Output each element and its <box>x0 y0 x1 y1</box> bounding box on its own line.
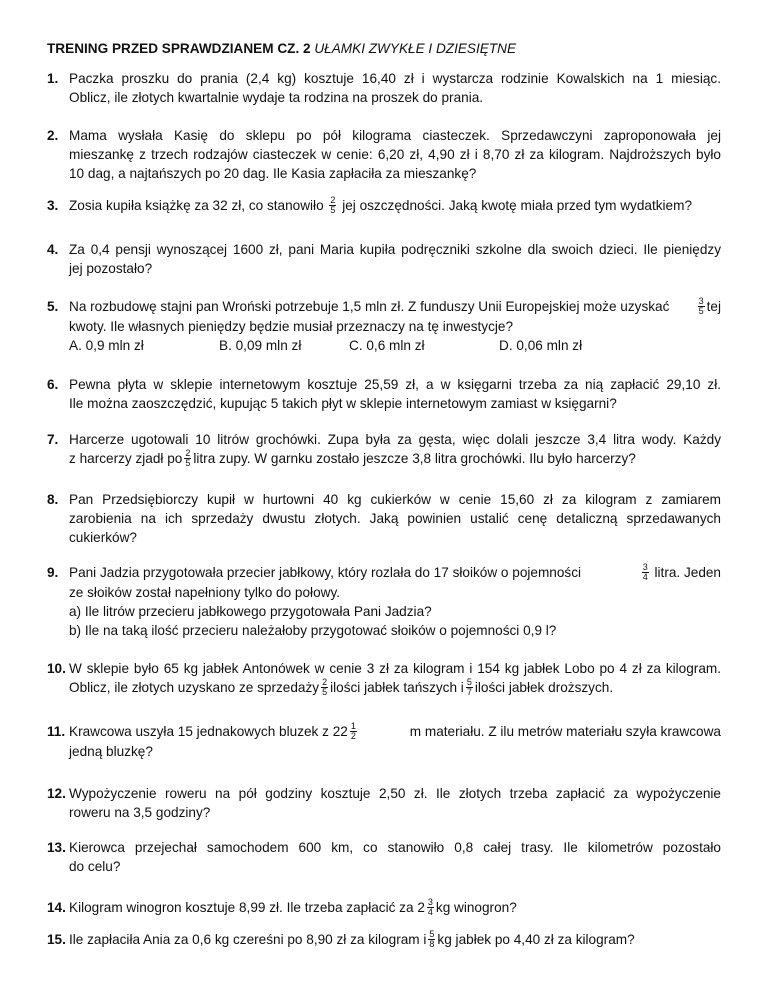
question-number: 10. <box>47 661 66 676</box>
fraction <box>642 563 649 582</box>
question-text: 10 dag, a najtańszych po 20 dag. Ile Kasia zapłaciła za mieszankę? <box>69 166 477 181</box>
text-segment: jej oszczędności. Jaką kwotę miała przed tym wydatkiem? <box>342 198 693 213</box>
fraction <box>321 678 328 697</box>
text-segment: Kilogram winogron kosztuje 8,99 zł. Ile trzeba zapłacić za 2 <box>69 900 425 915</box>
question-text: jej pozostało? <box>69 261 153 276</box>
fraction <box>698 297 705 316</box>
question-text <box>69 678 721 698</box>
question-6 <box>47 375 721 413</box>
text-segment: tej <box>706 299 721 314</box>
question-text: Ile można zaoszczędzić, kupując 5 takich płyt w sklepie internetowym zamiast w księgarni? <box>69 396 617 411</box>
question-1 <box>47 69 721 107</box>
question-number: 9. <box>47 565 59 580</box>
fraction <box>427 898 434 917</box>
numerator: 3 <box>427 896 433 907</box>
question-text: roweru na 3,5 godziny? <box>69 805 211 820</box>
answer-options <box>69 336 721 355</box>
question-2 <box>47 126 721 183</box>
question-text: Pewna płyta w sklepie internetowym kosztuje 25,59 zł, a w księgarni trzeba za nią zapłacić 29,10 zł. <box>69 377 721 392</box>
sub-question-b: b) Ile na taką ilość przecieru należałoby przygotować słoików o pojemności 0,9 l? <box>69 622 557 638</box>
denominator: 4 <box>427 906 433 917</box>
text-segment: litra. Jeden <box>654 565 721 580</box>
text-segment: kg winogron? <box>435 900 517 915</box>
question-text: cukierków? <box>69 530 137 545</box>
fraction <box>329 196 336 215</box>
text-segment: Na rozbudowę stajni pan Wroński potrzebuje 1,5 mln zł. Z funduszy Unii Europejskiej może uzyskać <box>69 299 670 314</box>
denominator: 5 <box>698 305 704 316</box>
numerator: 3 <box>642 561 648 572</box>
question-9 <box>47 563 721 640</box>
denominator: 5 <box>330 204 336 215</box>
numerator: 2 <box>330 194 336 205</box>
text-segment: Pani Jadzia przygotowała przecier jabłkowy, który rozlała do 17 słoików o pojemności <box>69 565 582 580</box>
question-text <box>69 297 721 317</box>
question-number: 8. <box>47 492 59 507</box>
option-c: C. 0,6 mln zł <box>349 337 425 353</box>
question-text <box>69 449 721 469</box>
question-7 <box>47 430 721 469</box>
text-segment: kg jabłek po 4,40 zł za kilogram? <box>437 932 635 947</box>
question-10 <box>47 659 721 698</box>
fraction <box>466 678 473 697</box>
question-11 <box>47 722 721 761</box>
question-number: 1. <box>47 71 59 86</box>
sub-question-a: a) Ile litrów przecieru jabłkowego przygotowała Pani Jadzia? <box>69 603 432 619</box>
question-text: Harcerze ugotowali 10 litrów grochówki. Zupa była za gęsta, więc dolali jeszcze 3,4 litra wody. Każdy <box>69 432 721 447</box>
page-title <box>47 39 727 58</box>
denominator: 7 <box>466 686 472 697</box>
option-b: B. 0,09 mln zł <box>219 337 302 353</box>
fraction <box>350 722 357 741</box>
option-a: A. 0,9 mln zł <box>69 337 144 353</box>
question-text: Za 0,4 pensji wynoszącej 1600 zł, pani Maria kupiła podręczniki szkolne dla swoich dzieci. Ile pieniędzy <box>69 242 721 257</box>
question-text: Wypożyczenie roweru na pół godziny kosztuje 2,50 zł. Ile złotych trzeba zapłacić za wypożyczenie <box>69 786 721 801</box>
text-segment: Oblicz, ile złotych uzyskano ze sprzedaży <box>69 680 320 695</box>
title-bold: TRENING PRZED SPRAWDZIANEM CZ. 2 <box>47 41 311 56</box>
question-number: 2. <box>47 128 59 143</box>
denominator: 8 <box>429 938 435 949</box>
question-text: Oblicz, ile złotych kwartalnie wydaje ta rodzina na proszek do prania. <box>69 90 484 105</box>
question-text <box>69 563 721 583</box>
fraction <box>428 930 435 949</box>
question-number: 5. <box>47 299 59 314</box>
question-3 <box>47 196 721 216</box>
text-segment: litra zupy. W garnku zostało jeszcze 3,8 litra grochówki. Ilu było harcerzy? <box>193 451 636 466</box>
question-text: mieszankę z trzech rodzajów ciasteczek w cenie: 6,20 zł, 4,90 zł i 8,70 zł za kilogram. Najdroższych było <box>69 147 721 162</box>
question-text: zarobienia na ich sprzedaży dwustu złotych. Jaką powinien ustalić cenę detaliczną sprzedawanych <box>69 511 721 526</box>
question-14 <box>47 898 721 918</box>
question-text: Kierowca przejechał samochodem 600 km, co stanowiło 0,8 całej trasy. Ile kilometrów pozostało <box>69 840 721 855</box>
text-segment: ilości jabłek tańszych i <box>330 680 464 695</box>
option-d: D. 0,06 mln zł <box>499 337 583 353</box>
question-13 <box>47 838 721 876</box>
numerator: 1 <box>350 720 356 731</box>
title-italic: UŁAMKI ZWYKŁE I DZIESIĘTNE <box>314 41 517 56</box>
question-text: ze słoików został napełniony tylko do połowy. <box>69 584 341 600</box>
question-text <box>69 196 721 216</box>
question-text: kwoty. Ile własnych pieniędzy będzie musiał przeznaczy na tę inwestycje? <box>69 318 514 334</box>
numerator: 2 <box>322 676 328 687</box>
fraction <box>184 449 191 468</box>
text-segment: Krawcowa uszyła 15 jednakowych bluzek z 22 <box>69 724 348 739</box>
denominator: 2 <box>350 730 356 741</box>
question-4 <box>47 240 721 278</box>
question-number: 3. <box>47 198 59 213</box>
text-segment: Ile zapłaciła Ania za 0,6 kg czereśni po 8,90 zł za kilogram i <box>69 932 427 947</box>
question-number: 11. <box>47 724 66 739</box>
numerator: 2 <box>185 447 191 458</box>
question-12 <box>47 784 721 822</box>
question-text: Pan Przedsiębiorczy kupił w hurtowni 40 kg cukierków w cenie 15,60 zł za kilogram z zamiarem <box>69 492 721 507</box>
question-text: Paczka proszku do prania (2,4 kg) kosztuje 16,40 zł i wystarcza rodzinie Kowalskich na 1 miesiąc. <box>69 71 721 86</box>
numerator: 5 <box>466 676 472 687</box>
question-number: 7. <box>47 432 59 447</box>
text-segment: z harcerzy zjadł po <box>69 451 183 466</box>
denominator: 5 <box>185 457 191 468</box>
question-text: W sklepie było 65 kg jabłek Antonówek w cenie 3 zł za kilogram i 154 kg jabłek Lobo po 4 zł za kilogram. <box>69 661 721 676</box>
question-5 <box>47 297 721 355</box>
question-text: jedną bluzkę? <box>69 743 153 759</box>
denominator: 5 <box>322 686 328 697</box>
text-segment: m materiału. Z ilu metrów materiału szyła krawcowa <box>409 724 721 739</box>
question-text <box>69 898 721 918</box>
question-number: 14. <box>47 900 66 915</box>
question-text <box>69 930 721 950</box>
question-number: 15. <box>47 932 66 947</box>
question-number: 13. <box>47 840 66 855</box>
question-number: 4. <box>47 242 59 257</box>
denominator: 4 <box>642 571 648 582</box>
question-text: Mama wysłała Kasię do sklepu po pół kilograma ciasteczek. Sprzedawczyni zaproponowała jej <box>69 128 721 143</box>
question-15 <box>47 930 721 950</box>
question-text <box>69 722 721 742</box>
question-number: 12. <box>47 786 66 801</box>
text-segment: ilości jabłek droższych. <box>474 680 614 695</box>
text-segment: Zosia kupiła książkę za 32 zł, co stanowiło <box>69 198 324 213</box>
question-8 <box>47 490 721 547</box>
question-number: 6. <box>47 377 59 392</box>
question-text: do celu? <box>69 859 121 874</box>
numerator: 5 <box>429 928 435 939</box>
numerator: 3 <box>698 295 704 306</box>
